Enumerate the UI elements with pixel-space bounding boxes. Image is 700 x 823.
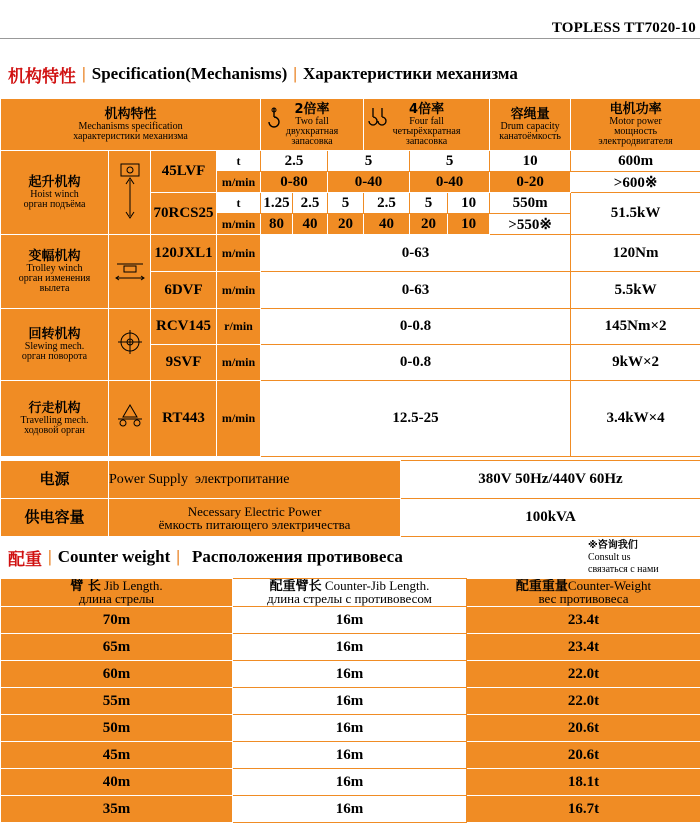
spec-table — [0, 98, 700, 457]
cw-jib: 55m — [1, 688, 233, 715]
slewing-speed-2: 0-0.8 — [261, 345, 571, 381]
travelling-label: 行走机构 Travelling mech. ходовой орган — [1, 381, 109, 457]
travelling-unit: m/min — [217, 381, 261, 457]
header-drum-capacity: 容绳量 Drum capacity канатоёмкость — [490, 99, 571, 151]
hoist-drum-2b: >550※ — [490, 214, 571, 235]
cw-jib: 50m — [1, 715, 233, 742]
cw-jib: 45m — [1, 742, 233, 769]
necessary-power-zh: 供电容量 — [1, 499, 109, 537]
power-supply-value: 380V 50Hz/440V 60Hz — [401, 461, 700, 499]
hoist-power-2: 51.5kW — [571, 193, 700, 235]
table-row — [1, 634, 700, 661]
double-hook-icon — [368, 107, 388, 129]
trolley-unit-1: m/min — [217, 235, 261, 272]
slewing-label: 回转机构 Slewing mech. орган поворота — [1, 309, 109, 381]
hoist-load-2-d: 2.5 — [364, 193, 410, 214]
hoist-speed-2-b: 40 — [293, 214, 328, 235]
hoist-model-2: 70RCS25 — [151, 193, 217, 235]
table-row — [1, 769, 700, 796]
trolley-unit-2: m/min — [217, 272, 261, 309]
cw-weight: 20.6t — [467, 742, 700, 769]
slewing-speed-1: 0-0.8 — [261, 309, 571, 345]
slewing-power-1: 145Nm×2 — [571, 309, 700, 345]
hoist-load-2-e: 5 — [410, 193, 448, 214]
cw-counter-jib: 16m — [233, 715, 467, 742]
cw-counter-jib: 16m — [233, 796, 467, 823]
hoist-unit-s-2: m/min — [217, 214, 261, 235]
cw-counter-jib: 16m — [233, 607, 467, 634]
trolley-power-1: 120Nm — [571, 235, 700, 272]
top-divider — [0, 38, 700, 39]
hoist-speed-2-e: 20 — [410, 214, 448, 235]
hoist-speed-2-c: 20 — [328, 214, 364, 235]
hoist-speed-1-c: 0-40 — [410, 172, 490, 193]
cw-header-counter-jib: 配重臂长 Counter-Jib Length. длина стрелы с противовесом — [233, 579, 467, 607]
hoist-drum-1b: >600※ — [571, 172, 700, 193]
table-row — [1, 607, 700, 634]
hoist-speed-1-a: 0-80 — [261, 172, 328, 193]
hoist-label: 起升机构 Hoist winch орган подъёма — [1, 151, 109, 235]
hoist-load-1-d: 10 — [490, 151, 571, 172]
slewing-model-1: RCV145 — [151, 309, 217, 345]
hook-icon — [267, 107, 281, 129]
cw-section-heading: 配重 | Counter weight | Расположения противовеса — [8, 541, 403, 573]
hoist-unit-t-1: t — [217, 151, 261, 172]
model-title: TOPLESS TT7020-10 — [552, 20, 696, 37]
slewing-icon — [109, 309, 151, 381]
trolley-model-2: 6DVF — [151, 272, 217, 309]
cw-counter-jib: 16m — [233, 742, 467, 769]
table-row — [1, 715, 700, 742]
slewing-unit-1: r/min — [217, 309, 261, 345]
hoist-load-2-a: 1.25 — [261, 193, 293, 214]
consult-note: ※咨询我们 Consult us связаться с нами — [588, 540, 696, 576]
hoist-winch-icon — [109, 151, 151, 235]
spec-section-heading: 机构特性 | Specification(Mechanisms) | Характеристики механизма — [8, 58, 518, 90]
cw-title-zh: 配重 — [8, 545, 42, 570]
hoist-load-2-f: 10 — [448, 193, 490, 214]
trolley-speed-1: 0-63 — [261, 235, 571, 272]
table-row — [1, 661, 700, 688]
trolley-icon — [109, 235, 151, 309]
necessary-power-value: 100kVA — [401, 499, 700, 537]
hoist-speed-2-d: 40 — [364, 214, 410, 235]
cw-jib: 65m — [1, 634, 233, 661]
spec-title-en: Specification(Mechanisms) — [92, 64, 287, 84]
cw-counter-jib: 16m — [233, 688, 467, 715]
table-row — [1, 688, 700, 715]
cw-weight: 20.6t — [467, 715, 700, 742]
power-supply-label: Power Supply электропитание — [109, 461, 401, 499]
hoist-load-2-b: 2.5 — [293, 193, 328, 214]
hoist-speed-2-a: 80 — [261, 214, 293, 235]
slewing-model-2: 9SVF — [151, 345, 217, 381]
trolley-speed-2: 0-63 — [261, 272, 571, 309]
hoist-load-1-b: 5 — [328, 151, 410, 172]
trolley-model-1: 120JXL1 — [151, 235, 217, 272]
trolley-power-2: 5.5kW — [571, 272, 700, 309]
trolley-label: 变幅机构 Trolley winch орган изменения вылета — [1, 235, 109, 309]
slewing-unit-2: m/min — [217, 345, 261, 381]
cw-weight: 23.4t — [467, 634, 700, 661]
cw-title-ru: Расположения противовеса — [192, 547, 403, 567]
hoist-unit-t-2: t — [217, 193, 261, 214]
cw-title-en: Counter weight — [58, 547, 171, 567]
cw-counter-jib: 16m — [233, 661, 467, 688]
spec-title-zh: 机构特性 — [8, 62, 76, 87]
cw-weight: 16.7t — [467, 796, 700, 823]
cw-weight: 18.1t — [467, 769, 700, 796]
header-motor-power: 电机功率 Motor power мощность электродвигателя — [571, 99, 700, 151]
necessary-power-label: Necessary Electric Power ёмкость питающего электричества — [109, 499, 401, 537]
spec-title-ru: Характеристики механизма — [303, 64, 518, 84]
hoist-speed-2-f: 10 — [448, 214, 490, 235]
travelling-model: RT443 — [151, 381, 217, 457]
header-mechanisms: 机构特性 Mechanisms specification характеристики механизма — [1, 99, 261, 151]
hoist-speed-1-d: 0-20 — [490, 172, 571, 193]
slewing-power-2: 9kW×2 — [571, 345, 700, 381]
travelling-power: 3.4kW×4 — [571, 381, 700, 457]
hoist-load-2-c: 5 — [328, 193, 364, 214]
cw-jib: 60m — [1, 661, 233, 688]
hoist-load-1-a: 2.5 — [261, 151, 328, 172]
table-row — [1, 796, 700, 823]
cw-weight: 22.0t — [467, 688, 700, 715]
cw-weight: 22.0t — [467, 661, 700, 688]
travelling-icon — [109, 381, 151, 457]
hoist-load-1-c: 5 — [410, 151, 490, 172]
cw-counter-jib: 16m — [233, 634, 467, 661]
hoist-unit-s-1: m/min — [217, 172, 261, 193]
cw-counter-jib: 16m — [233, 769, 467, 796]
power-supply-zh: 电源 — [1, 461, 109, 499]
counterweight-table — [0, 578, 700, 823]
table-row — [1, 742, 700, 769]
cw-jib: 40m — [1, 769, 233, 796]
cw-header-weight: 配重重量Counter-Weight вес противовеса — [467, 579, 700, 607]
header-four-fall: 4倍率 Four fall четырёхкратная запасовка — [364, 99, 490, 151]
power-table — [0, 460, 700, 537]
cw-jib: 70m — [1, 607, 233, 634]
hoist-drum-1a: 600m — [571, 151, 700, 172]
hoist-speed-1-b: 0-40 — [328, 172, 410, 193]
hoist-model-1: 45LVF — [151, 151, 217, 193]
cw-jib: 35m — [1, 796, 233, 823]
header-two-fall: 2倍率 Two fall двухкратная запасовка — [261, 99, 364, 151]
hoist-drum-2a: 550m — [490, 193, 571, 214]
cw-weight: 23.4t — [467, 607, 700, 634]
travelling-speed: 12.5-25 — [261, 381, 571, 457]
cw-header-jib: 臂 长 Jib Length. длина стрелы — [1, 579, 233, 607]
